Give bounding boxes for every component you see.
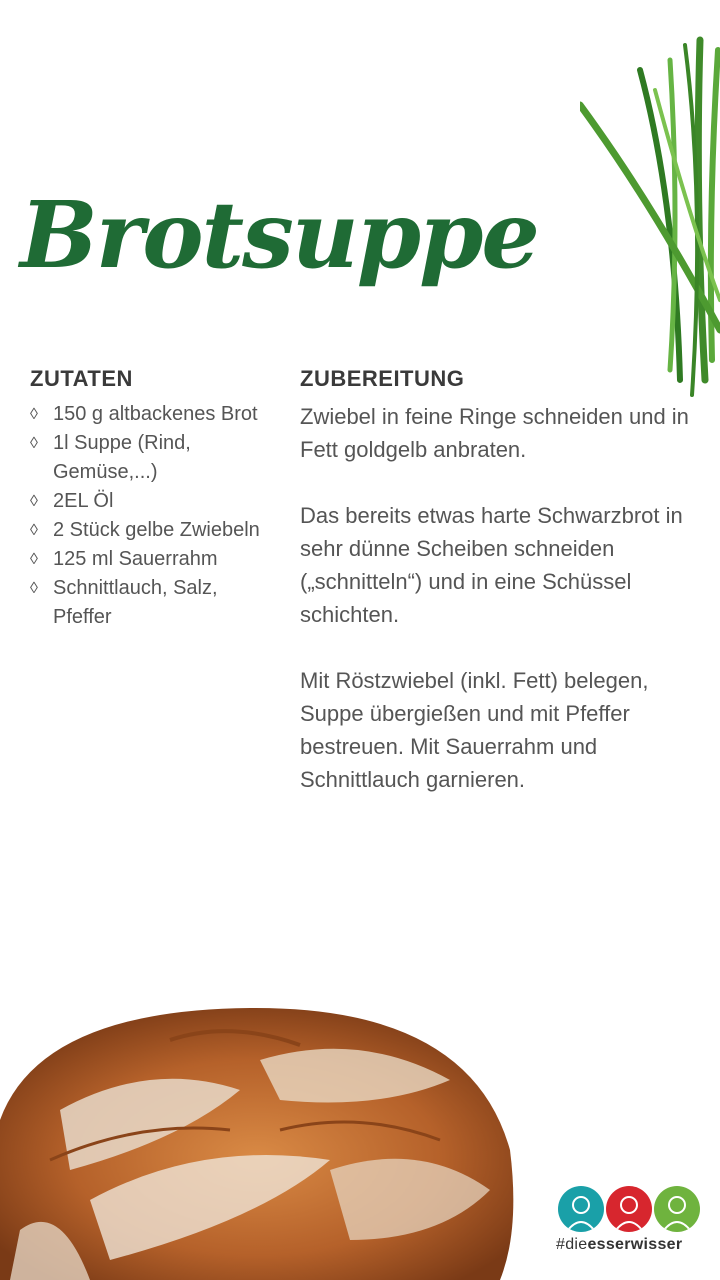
preparation-heading: ZUBEREITUNG <box>300 366 465 391</box>
diamond-bullet-icon: ◊ <box>30 551 38 568</box>
diamond-bullet-icon: ◊ <box>30 522 38 539</box>
list-item: ◊ 125 ml Sauerrahm <box>30 545 270 574</box>
ingredients-section <box>30 366 270 632</box>
list-item: ◊ 2 Stück gelbe Zwiebeln <box>30 516 270 545</box>
preparation-step: Mit Röstzwiebel (inkl. Fett) belegen, Suppe übergießen und mit Pfeffer bestreuen. Mit Sauerrahm und Schnittlauch garnieren. <box>300 668 649 792</box>
list-item: ◊ 1l Suppe (Rind, Gemüse,...) <box>30 429 270 487</box>
ingredients-heading: ZUTATEN <box>30 366 133 391</box>
chives-image <box>580 0 720 400</box>
diamond-bullet-icon: ◊ <box>30 406 38 423</box>
list-item: ◊ Schnittlauch, Salz, Pfeffer <box>30 574 270 632</box>
avatar-teal-icon <box>558 1186 604 1232</box>
ingredients-list <box>30 400 270 632</box>
esserwisser-logo <box>556 1186 706 1266</box>
diamond-bullet-icon: ◊ <box>30 493 38 510</box>
logo-circles <box>556 1186 706 1232</box>
list-item: ◊ 2EL Öl <box>30 487 270 516</box>
preparation-step: Zwiebel in feine Ringe schneiden und in Fett goldgelb anbraten. <box>300 404 689 462</box>
preparation-section <box>300 366 700 829</box>
avatar-red-icon <box>606 1186 652 1232</box>
avatar-green-icon <box>654 1186 700 1232</box>
diamond-bullet-icon: ◊ <box>30 435 38 452</box>
recipe-title: Brotsuppe <box>20 181 538 289</box>
logo-hashtag: #dieesserwisser <box>556 1236 683 1253</box>
bread-image <box>0 1000 520 1280</box>
diamond-bullet-icon: ◊ <box>30 580 38 597</box>
list-item: ◊ 150 g altbackenes Brot <box>30 400 270 429</box>
preparation-step: Das bereits etwas harte Schwarzbrot in sehr dünne Scheiben schneiden („schnitteln“) und in eine Schüssel schichten. <box>300 503 683 627</box>
